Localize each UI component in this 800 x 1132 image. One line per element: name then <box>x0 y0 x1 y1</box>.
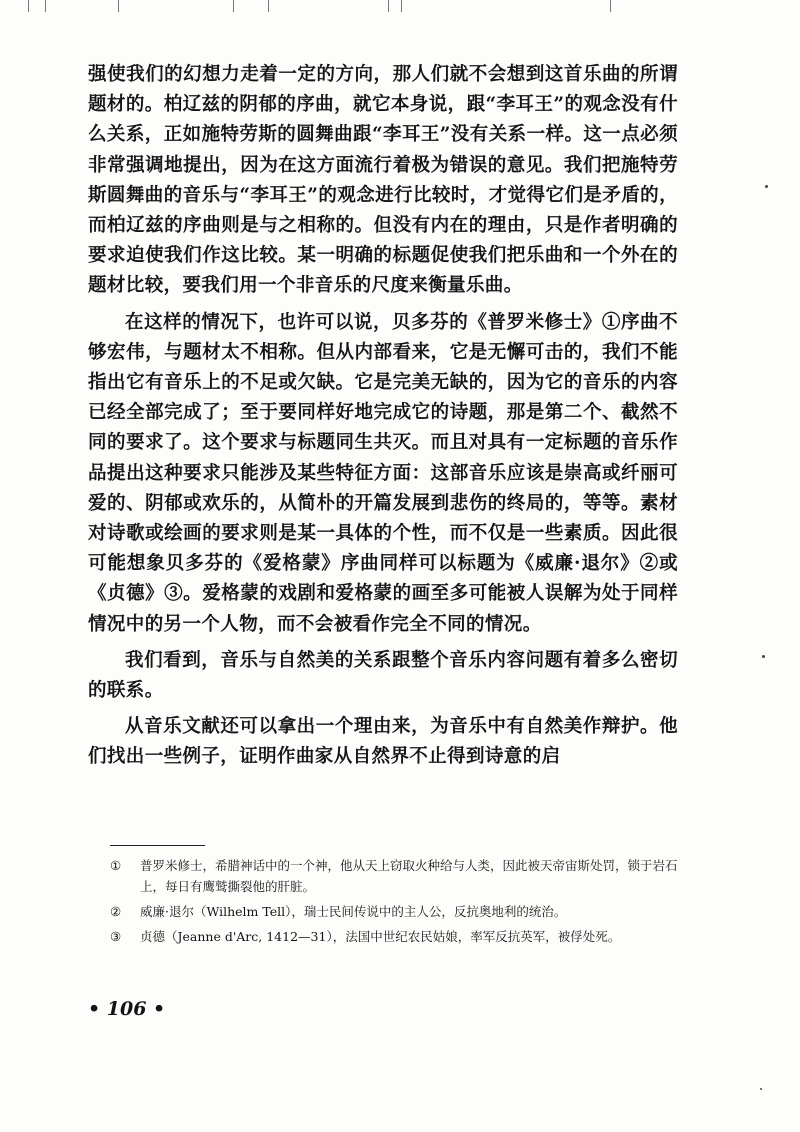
footnote-2 <box>110 901 685 922</box>
paragraph-1: 强使我们的幻想力走着一定的方向，那人们就不会想到这首乐曲的所谓题材的。柏辽兹的阴郁的序曲，就它本身说，跟“李耳王”的观念没有什么关系，正如施特劳斯的圆舞曲跟“李耳王”没有关系一样。这一点必须非常强调地提出，因为在这方面流行着极为错误的意见。我们把施特劳斯圆舞曲的音乐与“李耳王”的观念进行比较时，才觉得它们是矛盾的，而柏辽兹的序曲则是与之相称的。但没有内在的理由，只是作者明确的要求迫使我们作这比较。某一明确的标题促使我们把乐曲和一个外在的题材比较，要我们用一个非音乐的尺度来衡量乐曲。 <box>88 64 678 297</box>
footnote-text: 普罗米修士，希腊神话中的一个神，他从天上窃取火种给与人类，因此被天帝宙斯处罚，锁于岩石上，每日有鹰鹫撕裂他的肝脏。 <box>140 858 678 894</box>
paragraph-3: 我们看到，音乐与自然美的关系跟整个音乐内容问题有着多么密切的联系。 <box>88 649 678 702</box>
scan-edge-marks <box>0 0 800 14</box>
footnote-marker: ① <box>110 858 122 873</box>
footnote-1 <box>110 855 685 897</box>
footnotes <box>110 855 685 951</box>
paragraph-4: 从音乐文献还可以拿出一个理由来，为音乐中有自然美作辩护。他们找出一些例子，证明作曲家从自然界不止得到诗意的启 <box>88 716 678 768</box>
scan-speck <box>762 655 765 658</box>
footnote-marker: ③ <box>110 929 122 944</box>
footnote-text: 贞德（Jeanne d'Arc, 1412—31），法国中世纪农民姑娘，率军反抗英军，被俘处死。 <box>140 929 621 944</box>
page-number: • 106 • <box>88 998 166 1020</box>
footnote-marker: ② <box>110 904 122 919</box>
scan-speck <box>765 185 768 188</box>
main-text <box>88 60 678 773</box>
paragraph-2: 在这样的情况下，也许可以说，贝多芬的《普罗米修士》①序曲不够宏伟，与题材太不相称。但从内部看来，它是无懈可击的，我们不能指出它有音乐上的不足或欠缺。它是完美无缺的，因为它的音乐的内容已经全部完成了；至于要同样好地完成它的诗题，那是第二个、截然不同的要求了。这个要求与标题同生共灭。而且对具有一定标题的音乐作品提出这种要求只能涉及某些特征方面：这部音乐应该是崇高或纤丽可爱的、阴郁或欢乐的，从简朴的开篇发展到悲伤的终局的，等等。素材对诗歌或绘画的要求则是某一具体的个性，而不仅是一些素质。因此很可能想象贝多芬的《爱格蒙》序曲同样可以标题为《威廉·退尔》②或《贞德》③。爱格蒙的戏剧和爱格蒙的画至多可能被人误解为处于同样情况中的另一个人物，而不会被看作完全不同的情况。 <box>88 311 678 635</box>
scan-speck <box>760 1088 762 1090</box>
footnote-3 <box>110 926 685 947</box>
footnote-divider <box>110 845 205 846</box>
footnote-text: 威廉·退尔（Wilhelm Tell），瑞士民间传说中的主人公，反抗奥地利的统治。 <box>140 904 567 919</box>
